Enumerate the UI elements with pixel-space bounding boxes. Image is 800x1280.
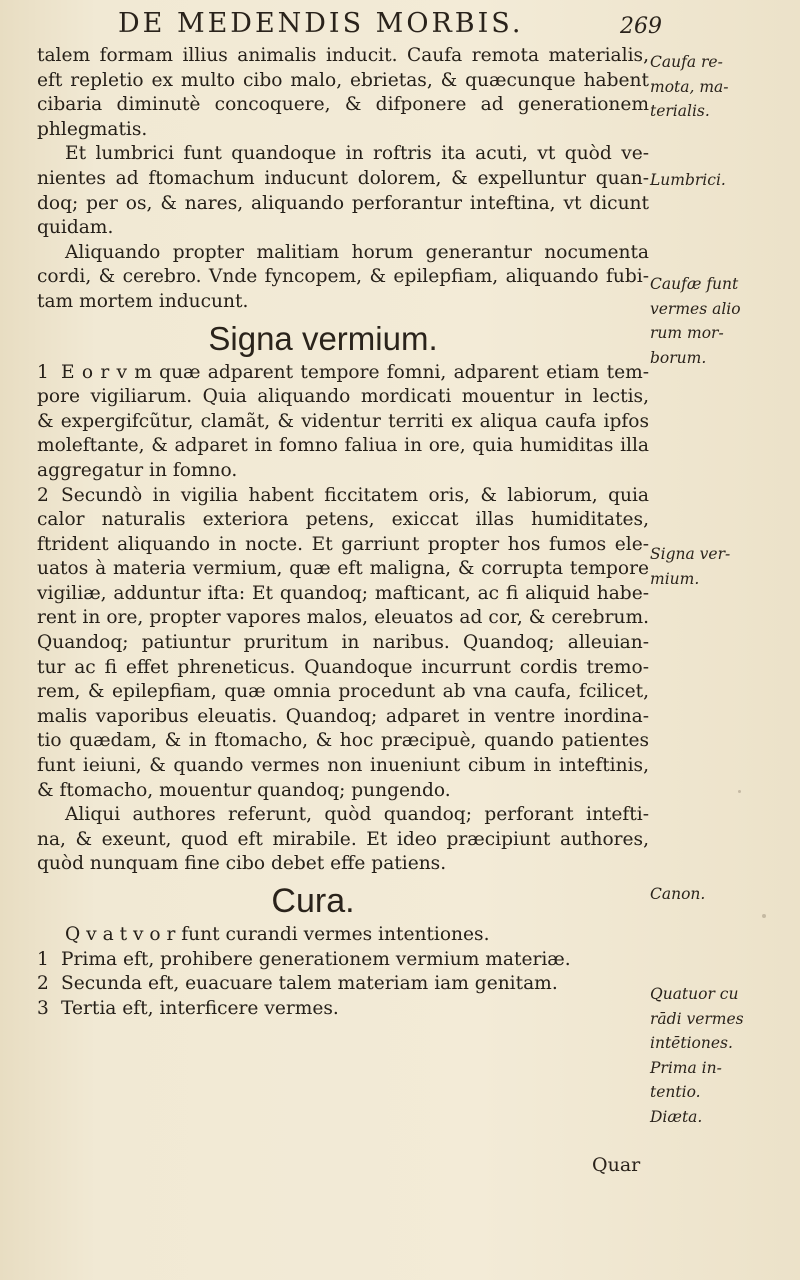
text-line: moleftante, & adparet in fomno faliua in ore, quia humiditas illa — [37, 435, 649, 457]
marginal-note-lumbrici — [650, 168, 800, 193]
margin-line: Quatuor cu — [650, 985, 739, 1003]
margin-line: rum mor- — [650, 324, 724, 343]
text-span: Secundò in vigilia habent ficcitatem oris, & labiorum, quia — [61, 484, 649, 506]
text-line: tur ac fi effet phreneticus. Quandoque incurrunt cordis tremo- — [37, 656, 649, 678]
marginal-note-quatuor — [650, 982, 800, 1130]
text-line: cordi, & cerebro. Vnde fyncopem, & epilepfiam, aliquando fubi- — [37, 266, 649, 288]
margin-line: Prima in- — [650, 1058, 722, 1077]
text-line: na, & exeunt, quod eft mirabile. Et ideo præcipiunt authores, — [37, 828, 649, 850]
margin-line: mota, ma- — [650, 77, 729, 96]
text-line: & ftomacho, mouentur quandoq; pungendo. — [37, 779, 451, 801]
paper-fleck — [738, 790, 741, 793]
section-heading-cura: Cura. — [271, 882, 355, 920]
marginal-note-causae — [650, 272, 800, 370]
text-line: rem, & epilepfiam, quæ omnia procedunt ab vna caufa, fcilicet, — [37, 681, 649, 703]
page-number: 269 — [620, 14, 662, 39]
running-title: DE MEDENDIS MORBIS. — [118, 8, 524, 39]
text-line: phlegmatis. — [37, 118, 148, 140]
paper-fleck — [762, 914, 766, 918]
margin-line: borum. — [650, 348, 707, 367]
list-item-text: Secunda eft, euacuare talem materiam iam genitam. — [61, 973, 558, 995]
margin-line: terialis. — [650, 102, 710, 121]
text-line: aggregatur in fomno. — [37, 459, 238, 481]
margin-line: Caufa re- — [650, 53, 723, 71]
text-line: malis vaporibus eleuatis. Quandoq; adparet in ventre inordina- — [37, 705, 649, 727]
section-heading-signa: Signa vermium. — [208, 319, 438, 357]
item-number: 3 — [37, 997, 49, 1019]
list-item — [37, 997, 649, 1022]
text-line: & expergifcũtur, clamãt, & videntur territi ex aliqua caufa ipfos — [37, 410, 649, 432]
text-line: calor naturalis exteriora petens, exiccat illas humiditates, — [37, 509, 649, 531]
marginal-note-causa — [650, 50, 800, 124]
margin-line: intētiones. — [650, 1034, 733, 1053]
text-line: vigiliæ, adduntur ifta: Et quandoq; mafticant, ac fi aliquid habe- — [37, 582, 649, 604]
text-line: eft repletio ex multo cibo malo, ebrietas, & quæcunque habent — [37, 69, 649, 91]
list-item-text: Prima eft, prohibere generationem vermium materiæ. — [61, 948, 571, 970]
text-line: nientes ad ftomachum inducunt dolorem, & expelluntur quan- — [37, 167, 649, 189]
item-number: 2 — [37, 484, 49, 506]
numbered-line — [37, 484, 649, 509]
text-line: tio quædam, & in ftomacho, & hoc præcipuè, quando patientes — [37, 730, 649, 752]
list-item — [37, 948, 649, 973]
margin-line: Diæta. — [650, 1107, 703, 1126]
list-item-text: Tertia eft, interficere vermes. — [61, 997, 339, 1019]
item-number: 1 — [37, 361, 49, 383]
catchword: Quar — [592, 1154, 641, 1176]
text-line: Q v a t v o r funt curandi vermes intentiones. — [65, 924, 490, 945]
margin-line: Canon. — [650, 885, 706, 903]
text-span: E o r v m quæ adparent tempore fomni, adparent etiam tem- — [61, 361, 649, 383]
marginal-note-signa — [650, 542, 800, 591]
margin-line: tentio. — [650, 1083, 701, 1102]
item-number: 1 — [37, 948, 49, 970]
text-line: Et lumbrici funt quandoque in roftris ita acuti, vt quòd ve- — [65, 143, 649, 165]
text-line: quidam. — [37, 217, 114, 239]
text-line: talem formam illius animalis inducit. Caufa remota materialis, — [37, 45, 649, 66]
text-line: uatos à materia vermium, quæ eft maligna, & corrupta tempore — [37, 558, 649, 580]
text-line: quòd nunquam fine cibo debet effe patiens. — [37, 853, 447, 875]
margin-line: vermes alio — [650, 299, 741, 318]
margin-line: rādi vermes — [650, 1009, 744, 1028]
text-line: cibaria diminutè concoquere, & difponere ad generationem — [37, 94, 649, 116]
text-line: funt ieiuni, & quando vermes non inueniunt cibum in inteftinis, — [37, 755, 649, 777]
text-line: doq; per os, & nares, aliquando perforantur inteftina, vt dicunt — [37, 192, 649, 214]
list-item — [37, 972, 649, 997]
item-number: 2 — [37, 973, 49, 995]
text-line: Aliqui authores referunt, quòd quandoq; perforant intefti- — [65, 804, 649, 826]
text-line: rent in ore, propter vapores malos, eleuatos ad cor, & cerebrum. — [37, 607, 649, 629]
text-line: pore vigiliarum. Quia aliquando mordicati mouentur in lectis, — [37, 386, 649, 408]
margin-line: Signa ver- — [650, 545, 731, 563]
marginal-note-canon — [650, 882, 800, 907]
main-text-column — [37, 44, 649, 1021]
margin-line: mium. — [650, 569, 700, 588]
text-line: ftrident aliquando in nocte. Et garriunt propter hos fumos ele- — [37, 533, 649, 555]
numbered-line — [37, 361, 649, 386]
margin-line: Lumbrici. — [650, 171, 726, 189]
text-line: Aliquando propter malitiam horum generantur nocumenta — [65, 241, 649, 263]
text-line: Quandoq; patiuntur pruritum in naribus. Quandoq; alleuian- — [37, 632, 649, 654]
margin-line: Caufæ funt — [650, 275, 739, 293]
text-line: tam mortem inducunt. — [37, 290, 249, 312]
